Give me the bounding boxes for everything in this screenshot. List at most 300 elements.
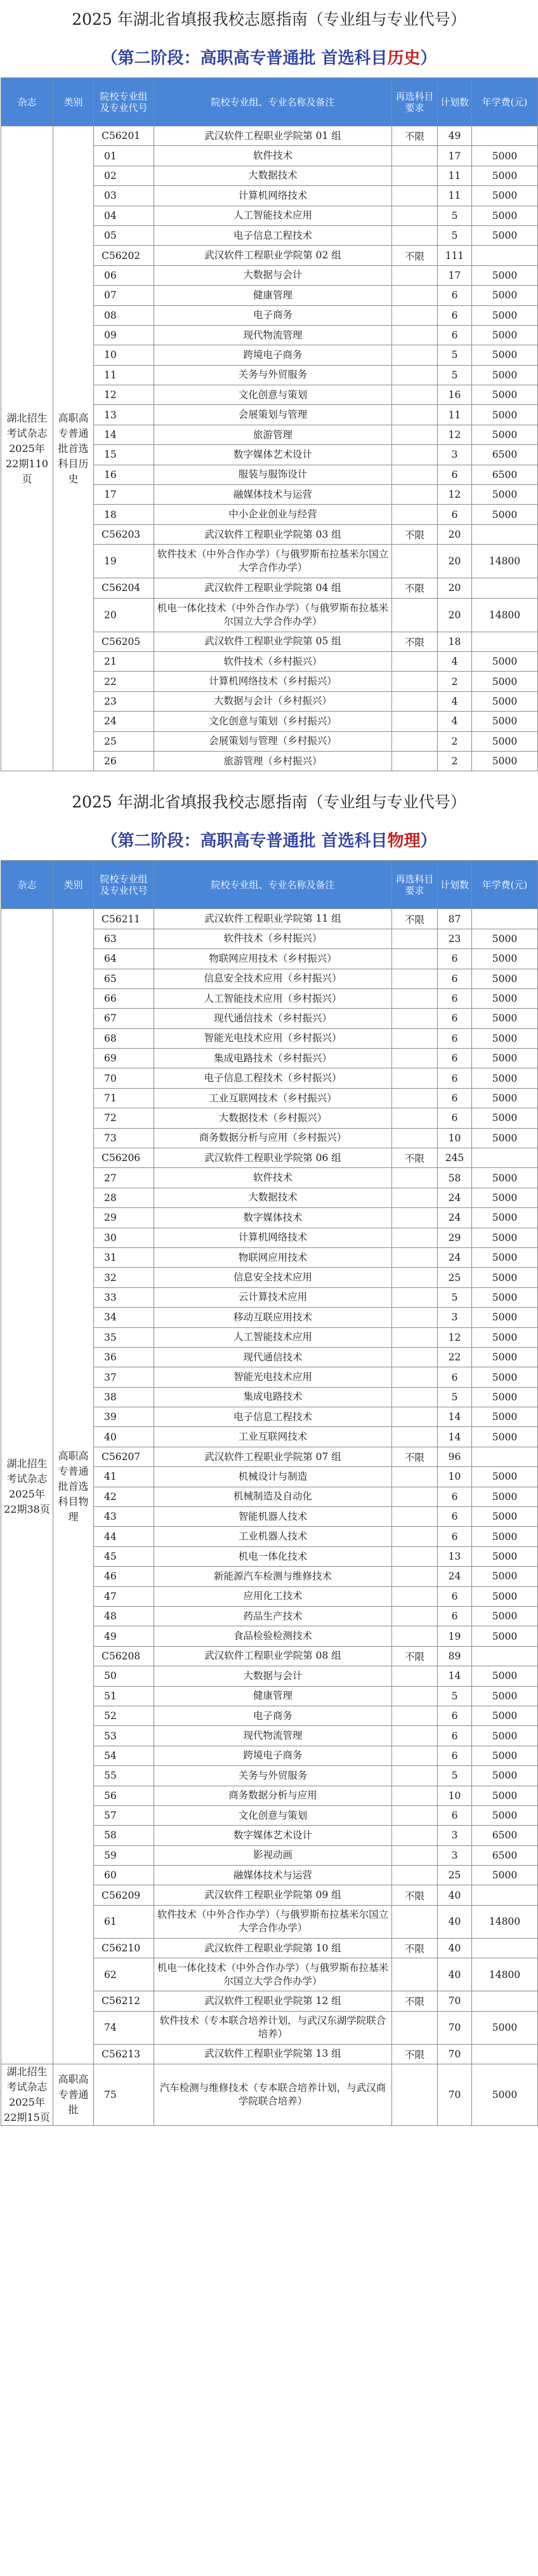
header-requirement: 再选科目要求 [392,861,438,909]
requirement-cell [392,166,438,185]
section-gap [0,771,538,783]
plan-cell: 2 [438,751,472,771]
fee-cell: 14800 [472,598,538,632]
name-cell: 云计算技术应用 [154,1287,392,1307]
name-cell: 现代物流管理 [154,1726,392,1746]
fee-cell: 5000 [472,345,538,365]
code-cell: 43 [94,1507,154,1527]
fee-cell: 5000 [472,1088,538,1108]
requirement-cell [392,1108,438,1128]
plan-cell: 6 [438,988,472,1008]
fee-cell: 5000 [472,969,538,988]
plan-cell: 6 [438,1586,472,1606]
requirement-cell [392,1805,438,1825]
section-subtitle [0,39,538,77]
name-cell: 旅游管理 [154,425,392,444]
plan-cell: 5 [438,345,472,365]
plan-cell: 22 [438,1347,472,1367]
subtitle-accent: 历史 [387,49,421,68]
fee-cell: 5000 [472,672,538,691]
fee-cell [472,578,538,598]
fee-cell: 14800 [472,1905,538,1938]
plan-cell: 6 [438,1507,472,1527]
requirement-cell [392,1626,438,1646]
fee-cell: 5000 [472,146,538,166]
code-cell: C56210 [94,1938,154,1958]
code-cell: C56207 [94,1447,154,1466]
name-cell: 物联网应用技术（乡村振兴） [154,949,392,969]
plan-cell: 6 [438,969,472,988]
fee-cell: 6500 [472,465,538,484]
plan-cell: 25 [438,1268,472,1287]
fee-cell: 5000 [472,1108,538,1128]
code-cell: 41 [94,1467,154,1487]
table-body-physics [1,909,538,2126]
code-cell: 08 [94,305,154,325]
code-cell: 64 [94,949,154,969]
name-cell: 食品检验检测技术 [154,1626,392,1646]
plan-cell: 70 [438,2064,472,2126]
code-cell: 21 [94,651,154,671]
category-cell: 高职高专普通批首选科目历史 [53,126,94,771]
plan-cell: 24 [438,1188,472,1207]
code-cell: 45 [94,1546,154,1566]
plan-cell: 89 [438,1646,472,1666]
requirement-cell [392,325,438,345]
requirement-cell [392,1766,438,1786]
code-cell: C56209 [94,1885,154,1905]
requirement-cell [392,286,438,305]
plan-cell: 20 [438,524,472,544]
name-cell: 机械设计与制造 [154,1467,392,1487]
requirement-cell [392,988,438,1008]
name-cell: 汽车检测与维修技术（专本联合培养计划，与武汉商学院联合培养） [154,2064,392,2126]
fee-cell: 5000 [472,1726,538,1746]
requirement-cell [392,1746,438,1765]
plan-cell: 12 [438,485,472,505]
name-cell: 物联网应用技术 [154,1247,392,1267]
code-cell: 11 [94,365,154,385]
plan-cell: 24 [438,1567,472,1586]
plan-cell: 14 [438,1666,472,1686]
name-cell: 信息安全技术应用（乡村振兴） [154,969,392,988]
table-row-group [1,126,538,146]
table-header-row [1,78,538,126]
plan-cell: 40 [438,1905,472,1938]
code-cell: 03 [94,186,154,206]
name-cell: 武汉软件工程职业学院第 04 组 [154,578,392,598]
requirement-cell [392,1347,438,1367]
requirement-cell: 不限 [392,2044,438,2064]
table-physics [1,860,538,2126]
plan-cell: 5 [438,206,472,225]
table-body-history [1,126,538,771]
requirement-cell [392,1845,438,1865]
name-cell: 应用化工技术 [154,1586,392,1606]
code-cell: C56203 [94,524,154,544]
fee-cell: 5000 [472,712,538,731]
code-cell: 61 [94,1905,154,1938]
requirement-cell [392,1487,438,1506]
name-cell: 武汉软件工程职业学院第 07 组 [154,1447,392,1466]
name-cell: 旅游管理（乡村振兴） [154,751,392,771]
code-cell: 37 [94,1367,154,1387]
name-cell: 会展策划与管理（乡村振兴） [154,731,392,751]
plan-cell: 6 [438,1805,472,1825]
code-cell: 40 [94,1427,154,1447]
requirement-cell [392,485,438,505]
requirement-cell [392,425,438,444]
fee-cell: 5000 [472,265,538,285]
name-cell: 人工智能技术应用（乡村振兴） [154,988,392,1008]
fee-cell: 5000 [472,1546,538,1566]
fee-cell: 5000 [472,1068,538,1088]
table-row [1,2064,538,2126]
plan-cell: 11 [438,166,472,185]
code-cell: 74 [94,2011,154,2044]
requirement-cell [392,265,438,285]
code-cell: C56206 [94,1148,154,1168]
fee-cell: 5000 [472,325,538,345]
requirement-cell [392,225,438,245]
fee-cell: 5000 [472,505,538,524]
requirement-cell: 不限 [392,524,438,544]
requirement-cell: 不限 [392,1938,438,1958]
name-cell: 服装与服饰设计 [154,465,392,484]
fee-cell: 5000 [472,2064,538,2126]
fee-cell: 5000 [472,929,538,948]
name-cell: 融媒体技术与运营 [154,485,392,505]
plan-cell: 6 [438,1487,472,1506]
code-cell: 33 [94,1287,154,1307]
fee-cell: 14800 [472,545,538,578]
requirement-cell [392,1308,438,1327]
name-cell: 武汉软件工程职业学院第 13 组 [154,2044,392,2064]
fee-cell: 5000 [472,1766,538,1786]
requirement-cell [392,651,438,671]
requirement-cell [392,1666,438,1686]
requirement-cell [392,1247,438,1267]
fee-cell [472,1991,538,2011]
header-plan: 计划数 [438,78,472,126]
requirement-cell [392,1427,438,1447]
plan-cell: 6 [438,286,472,305]
requirement-cell [392,305,438,325]
name-cell: 武汉软件工程职业学院第 12 组 [154,1991,392,2011]
fee-cell: 5000 [472,225,538,245]
plan-cell: 70 [438,2011,472,2044]
code-cell: 34 [94,1308,154,1327]
name-cell: 电子商务 [154,305,392,325]
fee-cell: 5000 [472,1247,538,1267]
plan-cell: 3 [438,445,472,465]
requirement-cell [392,712,438,731]
code-cell: 44 [94,1527,154,1546]
plan-cell: 11 [438,186,472,206]
section-subtitle [0,822,538,860]
requirement-cell: 不限 [392,1991,438,2011]
name-cell: 会展策划与管理 [154,405,392,425]
fee-cell: 5000 [472,1228,538,1247]
code-cell: 49 [94,1626,154,1646]
fee-cell: 5000 [472,1706,538,1725]
name-cell: 集成电路技术（乡村振兴） [154,1049,392,1068]
code-cell: C56211 [94,909,154,929]
plan-cell: 6 [438,1009,472,1028]
requirement-cell [392,1546,438,1566]
code-cell: C56202 [94,246,154,265]
code-cell: 46 [94,1567,154,1586]
code-cell: 62 [94,1958,154,1991]
fee-cell: 5000 [472,988,538,1008]
plan-cell: 4 [438,712,472,731]
code-cell: 13 [94,405,154,425]
fee-cell: 5000 [472,166,538,185]
fee-cell [472,126,538,146]
name-cell: 软件技术（乡村振兴） [154,929,392,948]
code-cell: 14 [94,425,154,444]
code-cell: 51 [94,1686,154,1706]
code-cell: 24 [94,712,154,731]
requirement-cell [392,1726,438,1746]
name-cell: 电子信息工程技术 [154,225,392,245]
fee-cell: 5000 [472,1487,538,1506]
plan-cell: 4 [438,691,472,711]
name-cell: 融媒体技术与运营 [154,1866,392,1885]
name-cell: 武汉软件工程职业学院第 03 组 [154,524,392,544]
requirement-cell [392,949,438,969]
requirement-cell [392,598,438,632]
code-cell: 66 [94,988,154,1008]
plan-cell: 70 [438,2044,472,2064]
code-cell: 05 [94,225,154,245]
name-cell: 大数据与会计（乡村振兴） [154,691,392,711]
plan-cell: 6 [438,1746,472,1765]
table-header-row [1,861,538,909]
requirement-cell: 不限 [392,578,438,598]
fee-cell: 6500 [472,1845,538,1865]
header-fee: 年学费(元) [472,861,538,909]
code-cell: 10 [94,345,154,365]
fee-cell [472,1447,538,1466]
code-cell: 22 [94,672,154,691]
code-cell: 67 [94,1009,154,1028]
fee-cell: 5000 [472,1666,538,1686]
plan-cell: 6 [438,465,472,484]
code-cell: 01 [94,146,154,166]
fee-cell: 5000 [472,1367,538,1387]
plan-cell: 4 [438,651,472,671]
code-cell: 26 [94,751,154,771]
requirement-cell [392,1387,438,1407]
fee-cell: 5000 [472,1188,538,1207]
name-cell: 大数据技术 [154,1188,392,1207]
code-cell: 27 [94,1168,154,1188]
code-cell: 69 [94,1049,154,1068]
name-cell: 智能机器人技术 [154,1507,392,1527]
code-cell: 28 [94,1188,154,1207]
name-cell: 武汉软件工程职业学院第 11 组 [154,909,392,929]
name-cell: 电子信息工程技术 [154,1407,392,1427]
name-cell: 移动互联应用技术 [154,1308,392,1327]
plan-cell: 6 [438,1028,472,1048]
name-cell: 信息安全技术应用 [154,1268,392,1287]
plan-cell: 23 [438,929,472,948]
plan-cell: 6 [438,1706,472,1725]
requirement-cell [392,545,438,578]
name-cell: 武汉软件工程职业学院第 08 组 [154,1646,392,1666]
name-cell: 计算机网络技术（乡村振兴） [154,672,392,691]
code-cell: 02 [94,166,154,185]
name-cell: 机电一体化技术（中外合作办学）（与俄罗斯布拉基米尔国立大学合作办学） [154,1958,392,1991]
plan-cell: 96 [438,1447,472,1466]
name-cell: 大数据技术（乡村振兴） [154,1108,392,1128]
plan-cell: 10 [438,1786,472,1805]
plan-cell: 20 [438,598,472,632]
plan-cell: 12 [438,1327,472,1347]
name-cell: 软件技术（乡村振兴） [154,651,392,671]
fee-cell: 5000 [472,2011,538,2044]
code-cell: 60 [94,1866,154,1885]
requirement-cell [392,672,438,691]
name-cell: 影视动画 [154,1845,392,1865]
code-cell: 38 [94,1387,154,1407]
name-cell: 大数据与会计 [154,265,392,285]
name-cell: 工业互联网技术（乡村振兴） [154,1088,392,1108]
requirement-cell [392,2064,438,2126]
name-cell: 现代通信技术（乡村振兴） [154,1009,392,1028]
requirement-cell [392,1128,438,1148]
code-cell: 31 [94,1247,154,1267]
requirement-cell [392,445,438,465]
plan-cell: 49 [438,126,472,146]
plan-cell: 58 [438,1168,472,1188]
fee-cell: 5000 [472,405,538,425]
plan-cell: 3 [438,1826,472,1845]
fee-cell: 5000 [472,1626,538,1646]
plan-cell: 29 [438,1228,472,1247]
code-cell: 47 [94,1586,154,1606]
code-cell: 35 [94,1327,154,1347]
header-category: 类别 [53,861,94,909]
fee-cell: 5000 [472,1586,538,1606]
plan-cell: 16 [438,385,472,405]
requirement-cell [392,1009,438,1028]
fee-cell [472,1938,538,1958]
requirement-cell [392,2011,438,2044]
code-cell: 32 [94,1268,154,1287]
name-cell: 智能光电技术应用 [154,1367,392,1387]
name-cell: 商务数据分析与应用 [154,1786,392,1805]
plan-cell: 5 [438,1387,472,1407]
code-cell: C56213 [94,2044,154,2064]
requirement-cell [392,385,438,405]
code-cell: 25 [94,731,154,751]
plan-cell: 5 [438,1287,472,1307]
header-code: 院校专业组及专业代号 [94,78,154,126]
fee-cell [472,2044,538,2064]
code-cell: 72 [94,1108,154,1128]
code-cell: 75 [94,2064,154,2126]
name-cell: 计算机网络技术 [154,1228,392,1247]
name-cell: 现代通信技术 [154,1347,392,1367]
fee-cell: 5000 [472,751,538,771]
plan-cell: 245 [438,1148,472,1168]
requirement-cell [392,731,438,751]
fee-cell: 5000 [472,1009,538,1028]
plan-cell: 6 [438,1088,472,1108]
requirement-cell [392,505,438,524]
name-cell: 大数据与会计 [154,1666,392,1686]
fee-cell [472,524,538,544]
code-cell: 39 [94,1407,154,1427]
header-category: 类别 [53,78,94,126]
requirement-cell [392,1826,438,1845]
code-cell: 65 [94,969,154,988]
header-magazine: 杂志 [1,861,53,909]
header-name: 院校专业组、专业名称及备注 [154,861,392,909]
plan-cell: 12 [438,425,472,444]
requirement-cell [392,1268,438,1287]
requirement-cell [392,1567,438,1586]
code-cell: 18 [94,505,154,524]
magazine-cell: 湖北招生考试杂志2025年22期15页 [1,2064,53,2126]
plan-cell: 10 [438,1467,472,1487]
code-cell: 16 [94,465,154,484]
fee-cell [472,909,538,929]
plan-cell: 6 [438,949,472,969]
name-cell: 工业互联网技术 [154,1427,392,1447]
requirement-cell [392,1586,438,1606]
plan-cell: 10 [438,1128,472,1148]
plan-cell: 3 [438,1845,472,1865]
name-cell: 电子信息工程技术（乡村振兴） [154,1068,392,1088]
name-cell: 武汉软件工程职业学院第 01 组 [154,126,392,146]
fee-cell: 5000 [472,1128,538,1148]
code-cell: 53 [94,1726,154,1746]
name-cell: 跨境电子商务 [154,1746,392,1765]
fee-cell: 5000 [472,1049,538,1068]
plan-cell: 24 [438,1208,472,1228]
code-cell: 71 [94,1088,154,1108]
plan-cell: 17 [438,146,472,166]
plan-cell: 20 [438,578,472,598]
fee-cell: 5000 [472,1686,538,1706]
requirement-cell [392,1168,438,1188]
code-cell: 68 [94,1028,154,1048]
requirement-cell [392,1287,438,1307]
code-cell: 36 [94,1347,154,1367]
header-code: 院校专业组及专业代号 [94,861,154,909]
magazine-cell: 湖北招生考试杂志2025年22期38页 [1,909,53,2064]
requirement-cell [392,206,438,225]
subtitle-end: ） [420,832,437,851]
requirement-cell: 不限 [392,909,438,929]
requirement-cell: 不限 [392,1447,438,1466]
fee-cell: 5000 [472,1407,538,1427]
requirement-cell [392,1407,438,1427]
name-cell: 跨境电子商务 [154,345,392,365]
plan-cell: 111 [438,246,472,265]
code-cell: 57 [94,1805,154,1825]
fee-cell: 5000 [472,1347,538,1367]
plan-cell: 40 [438,1938,472,1958]
fee-cell: 14800 [472,1958,538,1991]
plan-cell: 18 [438,632,472,651]
fee-cell: 5000 [472,1507,538,1527]
requirement-cell [392,1049,438,1068]
fee-cell: 5000 [472,1866,538,1885]
